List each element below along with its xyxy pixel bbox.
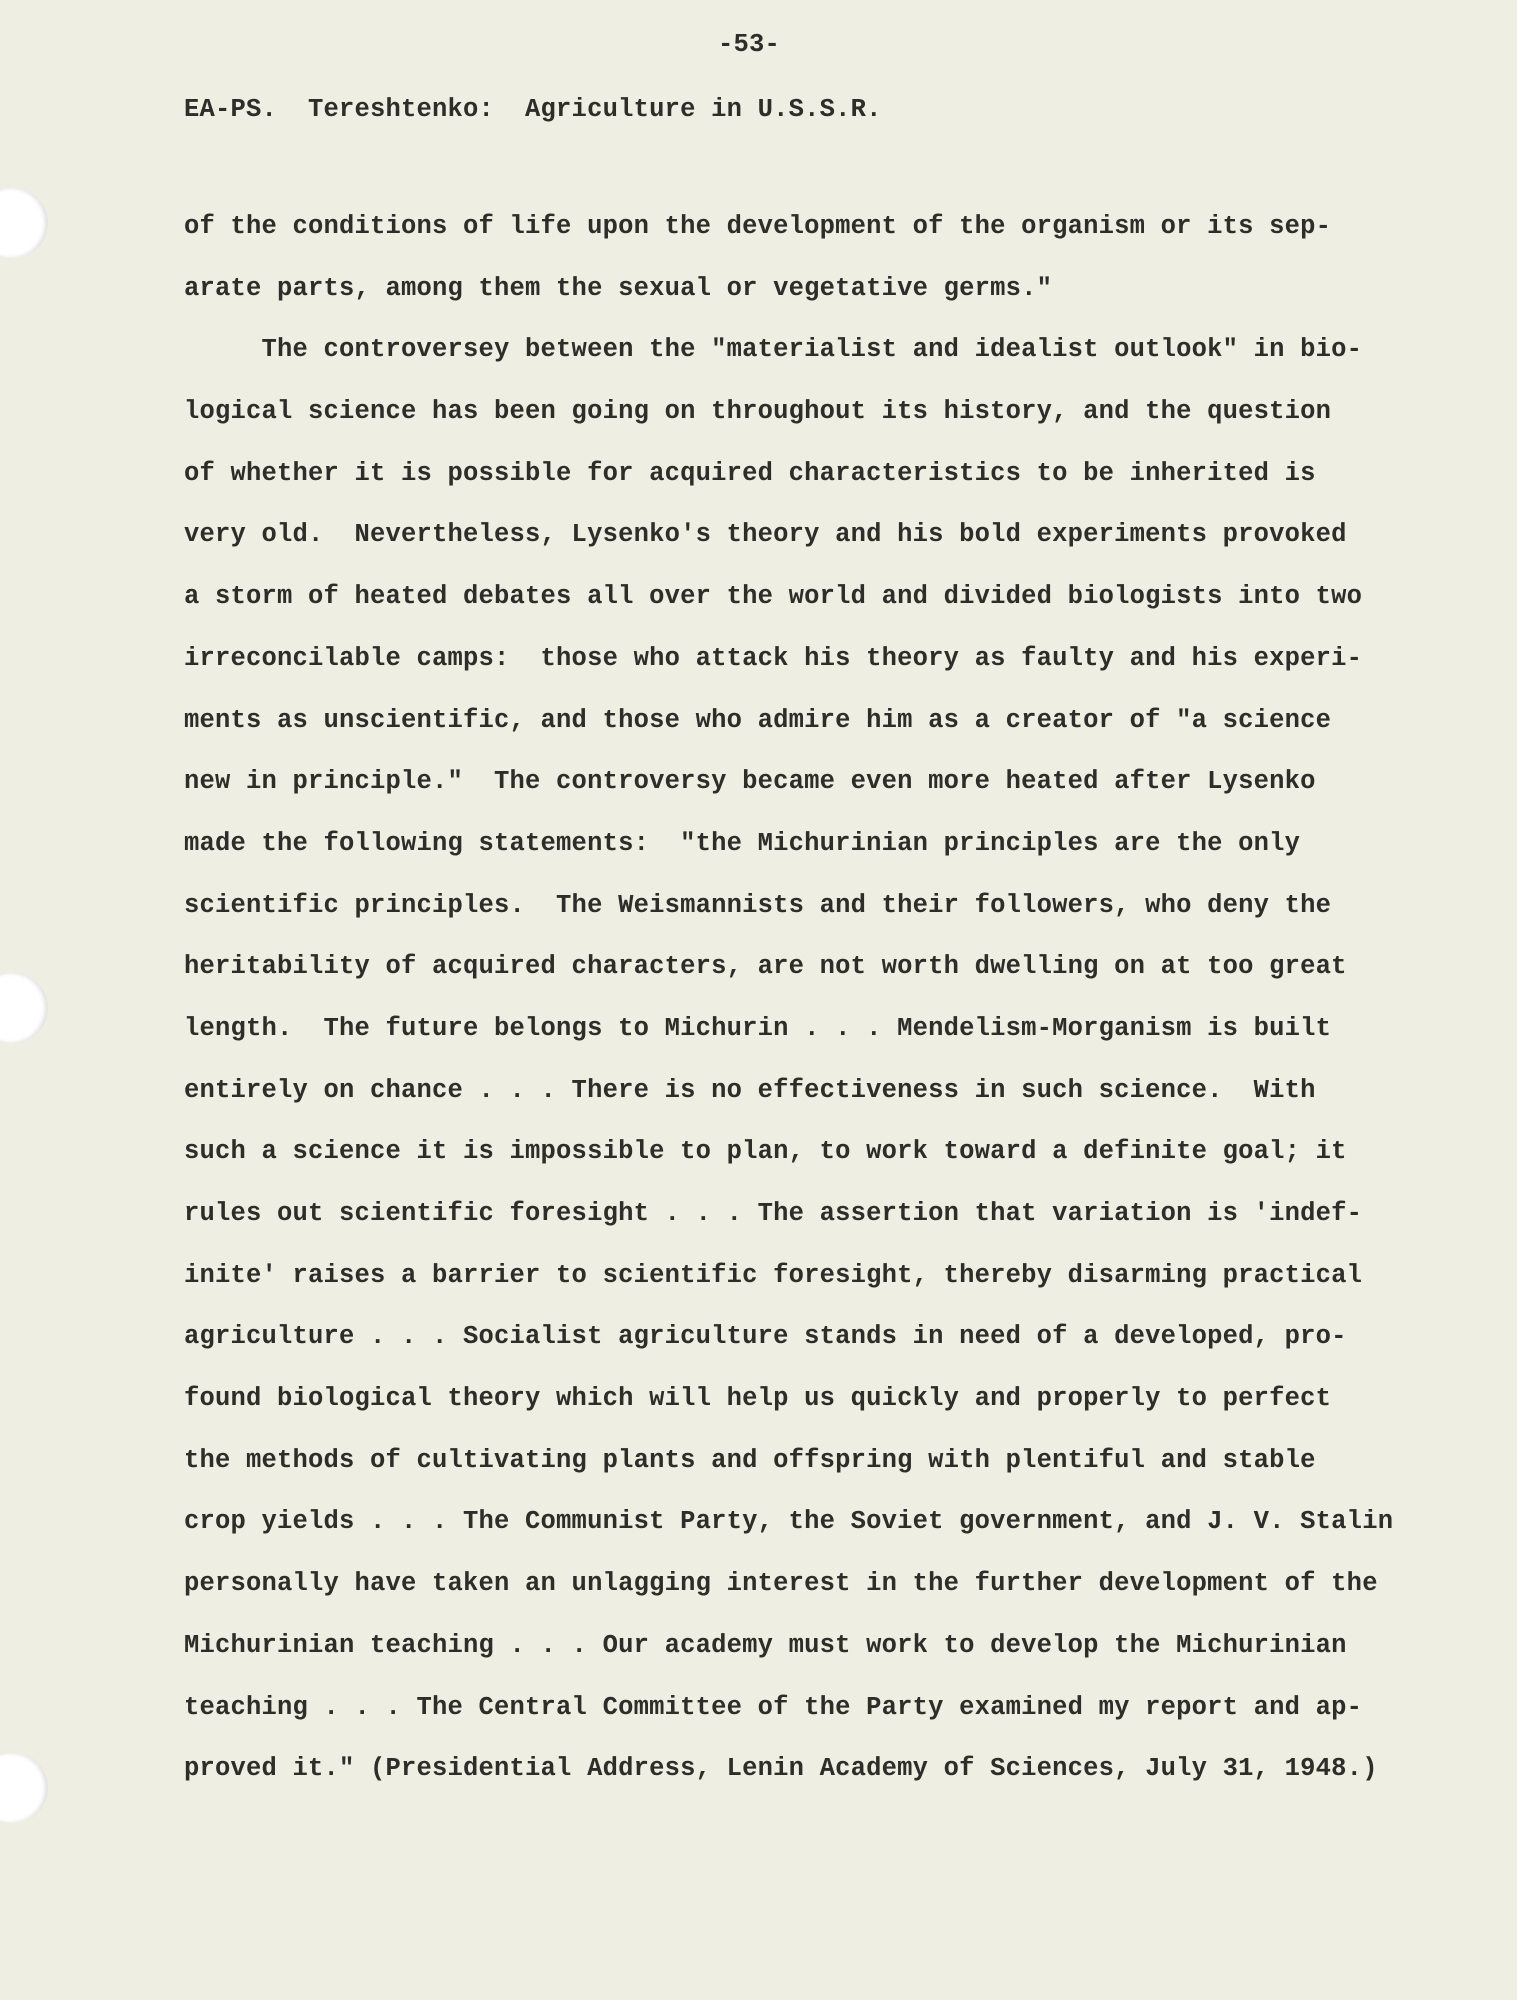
text-line: of whether it is possible for acquired characteristics to be inherited is [184, 458, 1316, 488]
text-line: irreconcilable camps: those who attack his theory as faulty and his experi- [184, 643, 1363, 673]
text-line: heritability of acquired characters, are not worth dwelling on at too great [184, 952, 1347, 982]
text-line: scientific principles. The Weismannists and their followers, who deny the [184, 890, 1332, 920]
text-line: inite' raises a barrier to scientific foresight, thereby disarming practical [184, 1260, 1363, 1290]
text-line: such a science it is impossible to plan, to work toward a definite goal; it [184, 1137, 1347, 1167]
body-text [184, 212, 1394, 1816]
text-line: crop yields . . . The Communist Party, the Soviet government, and J. V. Stalin [184, 1507, 1394, 1537]
text-line: a storm of heated debates all over the world and divided biologists into two [184, 582, 1363, 612]
punch-hole-bottom [0, 1753, 48, 1823]
text-line: length. The future belongs to Michurin . . . Mendelism-Morganism is built [184, 1013, 1332, 1043]
text-line: The controversey between the "materialist and idealist outlook" in bio- [184, 335, 1363, 365]
text-line: logical science has been going on throughout its history, and the question [184, 397, 1332, 427]
text-line: of the conditions of life upon the development of the organism or its sep- [184, 212, 1332, 241]
text-line: new in principle." The controversy became even more heated after Lysenko [184, 767, 1316, 797]
text-line: teaching . . . The Central Committee of the Party examined my report and ap- [184, 1692, 1363, 1722]
text-line: made the following statements: "the Michurinian principles are the only [184, 828, 1301, 858]
punch-hole-middle [0, 973, 48, 1043]
text-line: the methods of cultivating plants and offspring with plentiful and stable [184, 1445, 1316, 1475]
text-line: ments as unscientific, and those who admire him as a creator of "a science [184, 705, 1332, 735]
text-line: agriculture . . . Socialist agriculture stands in need of a developed, pro- [184, 1322, 1347, 1352]
text-line: rules out scientific foresight . . . The assertion that variation is 'indef- [184, 1199, 1363, 1228]
text-line: entirely on chance . . . There is no effectiveness in such science. With [184, 1075, 1316, 1105]
text-line: very old. Nevertheless, Lysenko's theory and his bold experiments provoked [184, 520, 1347, 550]
running-header: EA-PS. Tereshtenko: Agriculture in U.S.S.R. [184, 95, 882, 124]
text-line: Michurinian teaching . . . Our academy must work to develop the Michurinian [184, 1630, 1347, 1660]
text-line: personally have taken an unlagging interest in the further development of the [184, 1569, 1378, 1599]
punch-hole-top [0, 188, 48, 258]
text-line: found biological theory which will help us quickly and properly to perfect [184, 1384, 1332, 1414]
text-line: arate parts, among them the sexual or vegetative germs." [184, 273, 1053, 303]
text-line: proved it." (Presidential Address, Lenin Academy of Sciences, July 31, 1948.) [184, 1754, 1378, 1784]
page-number: -53- [718, 30, 781, 59]
